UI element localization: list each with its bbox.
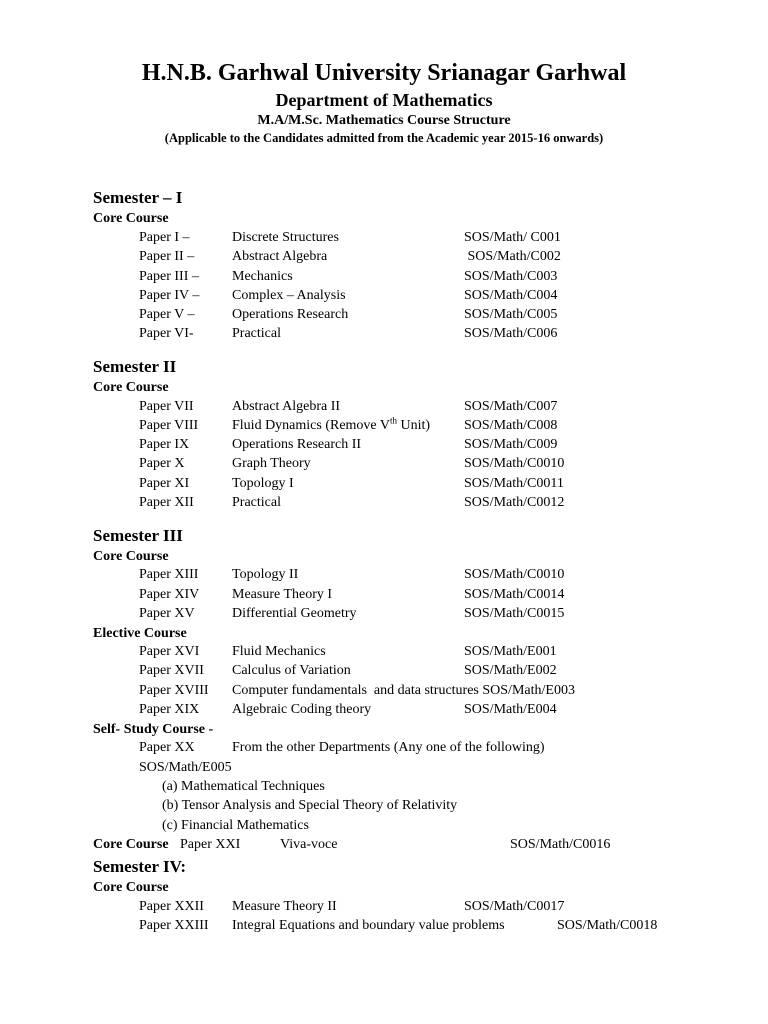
paper-subject: Topology I	[232, 476, 294, 491]
course-row	[0, 326, 768, 345]
paper-number: Paper XX	[139, 740, 195, 755]
course-row	[0, 456, 768, 475]
course-row	[0, 567, 768, 586]
paper-subject: Differential Geometry	[232, 606, 357, 621]
page-title: H.N.B. Garhwal University Srianagar Garhwal	[141, 60, 627, 86]
paper-code: SOS/Math/C0016	[510, 837, 611, 852]
paper-code: SOS/Math/C0010	[464, 456, 565, 471]
course-row	[0, 587, 768, 606]
course-row	[0, 683, 768, 702]
paper-number: Paper I –	[139, 230, 190, 245]
subject-text-pre: Fluid Dynamics (Remove V	[232, 418, 391, 433]
course-row	[0, 606, 768, 625]
applicability-note: (Applicable to the Candidates admitted from the Academic year 2015-16 onwards)	[164, 131, 604, 145]
paper-number: Paper XII	[139, 495, 194, 510]
paper-number: Paper III –	[139, 269, 199, 284]
paper-number: Paper XXIII	[139, 918, 209, 933]
course-row	[0, 307, 768, 326]
course-row	[0, 249, 768, 268]
paper-number: Paper XIII	[139, 567, 199, 582]
paper-code: SOS/Math/ C001	[464, 230, 561, 245]
paper-code: SOS/Math/C003	[464, 269, 558, 284]
paper-number: Paper VIII	[139, 418, 199, 433]
paper-code: SOS/Math/C0014	[464, 587, 565, 602]
self-study-label: Self- Study Course -	[93, 722, 214, 737]
option-item: (b) Tensor Analysis and Special Theory of Relativity	[162, 798, 458, 813]
paper-subject: Graph Theory	[232, 456, 311, 471]
semester-3-elective-label: Elective Course	[93, 626, 187, 641]
course-row	[0, 899, 768, 918]
paper-code: SOS/Math/C0011	[464, 476, 564, 491]
paper-code: SOS/Math/C009	[464, 437, 558, 452]
course-row	[0, 918, 768, 937]
subject-text-post: Unit)	[397, 418, 431, 433]
paper-code: SOS/Math/C008	[464, 418, 558, 433]
paper-number: Paper XXII	[139, 899, 204, 914]
paper-subject: Abstract Algebra	[232, 249, 328, 264]
course-row	[0, 230, 768, 249]
course-row	[0, 269, 768, 288]
option-item: (a) Mathematical Techniques	[162, 779, 325, 794]
course-row	[0, 415, 768, 437]
semester-2-core-label: Core Course	[93, 380, 169, 395]
paper-code: SOS/Math/C0010	[464, 567, 565, 582]
paper-number: Paper VI-	[139, 326, 194, 341]
paper-number: Paper XIX	[139, 702, 200, 717]
semester-4-core-label: Core Course	[93, 880, 169, 895]
paper-number: Paper IV –	[139, 288, 200, 303]
paper-subject: Operations Research	[232, 307, 349, 322]
paper-subject: Calculus of Variation	[232, 663, 351, 678]
paper-code: SOS/Math/C0015	[464, 606, 565, 621]
paper-number: Paper X	[139, 456, 185, 471]
course-row	[0, 495, 768, 514]
superscript-th: th	[390, 415, 398, 426]
paper-number: Paper XVII	[139, 663, 204, 678]
option-item: (c) Financial Mathematics	[162, 818, 309, 833]
paper-subject: From the other Departments (Any one of the following)	[232, 740, 545, 755]
paper-subject: Fluid Mechanics	[232, 644, 326, 659]
paper-number: Paper VII	[139, 399, 194, 414]
paper-subject: Discrete Structures	[232, 230, 339, 245]
self-study-code: SOS/Math/E005	[139, 760, 232, 775]
paper-subject: Operations Research II	[232, 437, 362, 452]
paper-subject: Practical	[232, 326, 281, 341]
paper-code: SOS/Math/C0018	[557, 918, 658, 933]
paper-subject: Complex – Analysis	[232, 288, 346, 303]
course-row	[0, 644, 768, 663]
paper-subject	[232, 415, 431, 434]
viva-row	[0, 837, 768, 856]
paper-code: SOS/Math/C0012	[464, 495, 565, 510]
semester-3-core-label: Core Course	[93, 549, 169, 564]
paper-number: Paper IX	[139, 437, 190, 452]
semester-1-heading: Semester – I	[93, 188, 183, 207]
course-row	[0, 740, 768, 759]
paper-code: SOS/Math/C002	[464, 249, 561, 264]
paper-number: Paper II –	[139, 249, 195, 264]
paper-subject: Computer fundamentals and data structures SOS/Math/E003	[232, 683, 575, 698]
paper-subject: Measure Theory II	[232, 899, 337, 914]
semester-3-heading: Semester III	[93, 526, 183, 545]
paper-number: Paper V –	[139, 307, 195, 322]
course-row	[0, 702, 768, 721]
paper-code: SOS/Math/C004	[464, 288, 558, 303]
paper-code: SOS/Math/C006	[464, 326, 558, 341]
course-row	[0, 288, 768, 307]
semester-4-heading: Semester IV:	[93, 857, 187, 876]
paper-code: SOS/Math/E004	[464, 702, 557, 717]
semester-1-core-label: Core Course	[93, 211, 169, 226]
paper-subject: Integral Equations and boundary value problems	[232, 918, 505, 933]
semester-2-heading: Semester II	[93, 357, 177, 376]
course-structure-heading: M.A/M.Sc. Mathematics Course Structure	[257, 113, 511, 128]
paper-subject: Abstract Algebra II	[232, 399, 341, 414]
paper-subject: Mechanics	[232, 269, 293, 284]
paper-number: Paper XVIII	[139, 683, 209, 698]
paper-code: SOS/Math/E002	[464, 663, 557, 678]
department-heading: Department of Mathematics	[275, 90, 493, 110]
course-row	[0, 663, 768, 682]
paper-code: SOS/Math/C005	[464, 307, 558, 322]
paper-number: Paper XVI	[139, 644, 200, 659]
viva-core-label: Core Course	[93, 837, 169, 852]
paper-number: Paper XI	[139, 476, 190, 491]
course-row	[0, 476, 768, 495]
paper-code: SOS/Math/E001	[464, 644, 557, 659]
course-row	[0, 437, 768, 456]
paper-number: Paper XXI	[180, 837, 241, 852]
paper-subject: Measure Theory I	[232, 587, 333, 602]
paper-subject: Algebraic Coding theory	[232, 702, 372, 717]
paper-subject: Viva-voce	[280, 837, 338, 852]
course-row	[0, 399, 768, 418]
paper-code: SOS/Math/C007	[464, 399, 558, 414]
paper-subject: Topology II	[232, 567, 299, 582]
paper-number: Paper XIV	[139, 587, 200, 602]
paper-code: SOS/Math/C0017	[464, 899, 565, 914]
paper-number: Paper XV	[139, 606, 195, 621]
paper-subject: Practical	[232, 495, 281, 510]
